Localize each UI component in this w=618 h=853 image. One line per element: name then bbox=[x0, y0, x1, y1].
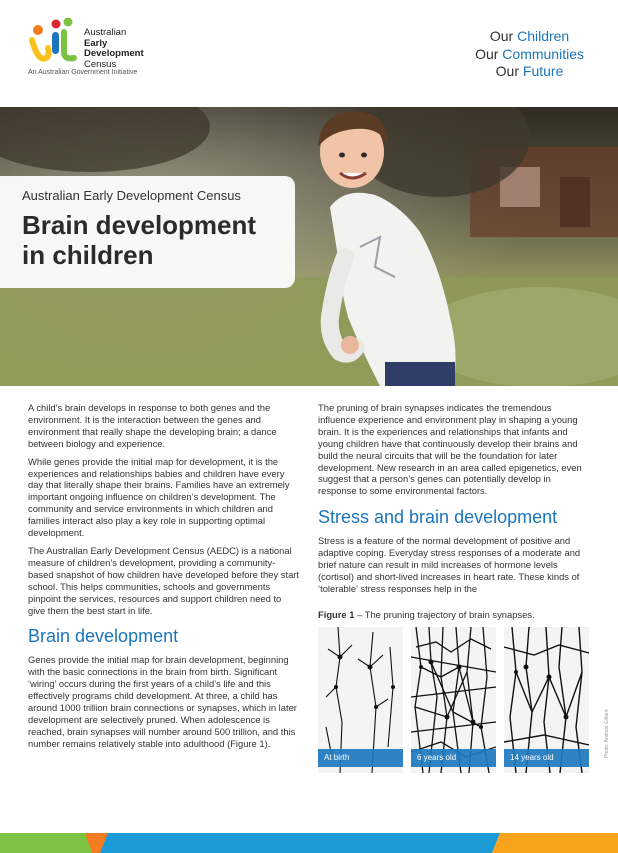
slogan-line-1: Our Children bbox=[489, 28, 570, 44]
slogan bbox=[475, 28, 584, 81]
footer-colour-band bbox=[0, 833, 618, 853]
panel-label-14-years: 14 years old bbox=[504, 749, 589, 767]
stress-paragraph: Stress is a feature of the normal development of positive and adaptive coping. Everyday stress responses of a moderate and brief nature can result in mild increases of hormone levels (cortisol) and short-lived increases in heart rate. These kinds of ‘tolerable’ stress responses help in the bbox=[318, 535, 581, 594]
page-title bbox=[22, 210, 256, 270]
aedc-logo bbox=[28, 18, 188, 88]
panel-label-birth: At birth bbox=[318, 749, 403, 767]
logo-line-4: Census bbox=[84, 58, 117, 70]
aedc-logo-mark-icon bbox=[28, 18, 80, 66]
stress-heading: Stress and brain development bbox=[318, 507, 558, 528]
figure-panel-birth bbox=[318, 627, 403, 773]
intro-paragraph-2: While genes provide the initial map for development, it is the experiences and relationships babies and children have every day that literally shape their brains. Families have an extremely important ongoing influence on children’s development. The community and service environments in which children and families interact also play a key role in supporting optimal development. bbox=[28, 455, 290, 539]
page-title-line-1: Brain development bbox=[22, 210, 257, 240]
photo-credit: Photo: Andrew Gilbert bbox=[604, 709, 610, 758]
figure-caption-text: – The pruning trajectory of brain synapses. bbox=[354, 608, 535, 620]
figure-caption bbox=[318, 609, 590, 621]
right-column bbox=[318, 402, 590, 773]
page-title-line-2: in children bbox=[22, 240, 154, 270]
figure-label: Figure 1 bbox=[318, 608, 355, 620]
logo-line-3: Development bbox=[84, 48, 144, 59]
logo-wordmark bbox=[84, 28, 144, 70]
figure-panel-14-years bbox=[504, 627, 589, 773]
logo-tagline: An Australian Government Initiative bbox=[28, 69, 138, 76]
logo-line-1: Australian bbox=[84, 27, 127, 38]
brain-development-paragraph: Genes provide the initial map for brain development, beginning with the basic connections in the brain from birth. Significant ‘wiring’ occurs during the first years of a child’s life and this effectively programs child development. At three, a child has around 1000 trillion brain connections or synapses, which in later development are selectively pruned. When adolescence is reached, brain synapses will number around 500 trillion, and this number remains relatively stable into adulthood (Figure 1). bbox=[28, 654, 297, 749]
logo-line-2: Early bbox=[84, 37, 108, 49]
synapse-figure bbox=[318, 627, 590, 773]
figure-panel-6-years bbox=[411, 627, 496, 773]
band-blue bbox=[100, 833, 500, 853]
title-box bbox=[0, 176, 295, 288]
pruning-paragraph: The pruning of brain synapses indicates the tremendous influence experience and environment play in shaping a young brain. It is the experiences and relationships that infants and young children have that continuously develop their brains and build the neural circuits that will be the foundation for later development. New research in an area called epigenetics, even suggest that a person’s genes can potentially develop in response to some environmental factors. bbox=[318, 402, 582, 497]
page-header bbox=[0, 0, 618, 107]
title-subtitle: Australian Early Development Census bbox=[22, 188, 241, 203]
intro-paragraph-1: A child’s brain develops in response to both genes and the environment. It is the interaction between the genes and environment that really shape the developing brain; a dance between biology and experience. bbox=[28, 402, 277, 449]
left-column bbox=[28, 402, 300, 756]
slogan-line-3: Our Future bbox=[495, 63, 564, 79]
brain-development-heading: Brain development bbox=[28, 626, 179, 647]
panel-label-6-years: 6 years old bbox=[411, 749, 496, 767]
intro-paragraph-3: The Australian Early Development Census (AEDC) is a national measure of children’s development, providing a community-based snapshot of how children have developed before they start school. This helps communities, schools and governments pinpoint the services, resources and support children need to give them the best start in life. bbox=[28, 544, 300, 616]
band-yellow bbox=[492, 833, 618, 853]
slogan-line-2: Our Communities bbox=[475, 45, 584, 62]
band-green bbox=[0, 833, 92, 853]
